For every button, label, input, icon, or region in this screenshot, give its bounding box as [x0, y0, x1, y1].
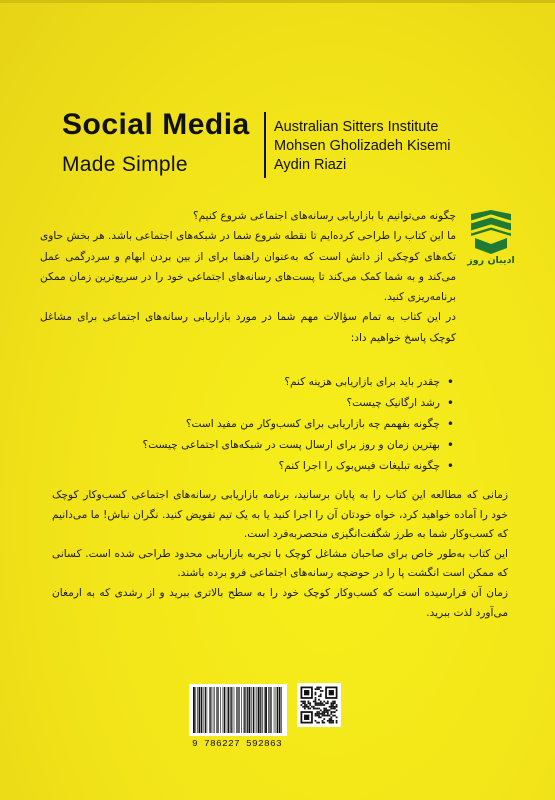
qr-module — [320, 701, 322, 703]
qr-module — [320, 713, 322, 715]
qr-module — [323, 709, 325, 711]
barcode-bar — [216, 687, 217, 733]
qr-module — [336, 722, 338, 724]
qr-module — [318, 708, 320, 710]
qr-module — [318, 699, 320, 701]
qr-module — [309, 702, 311, 704]
barcode-bar — [224, 687, 225, 733]
qr-module — [304, 702, 306, 704]
qr-module — [334, 701, 336, 703]
qr-module — [330, 708, 332, 710]
barcode-bar — [193, 687, 195, 733]
author-line: Australian Sitters Institute — [274, 119, 439, 135]
intro-paragraph: ما این کتاب را طراحی کرده‌ایم تا نقطه شروع شما در شبکه‌های اجتماعی باشد. هر بخش حاوی تکه‌های کوچکی از دانش است که به‌عنوان راهنما برای از بین بردن ابهام و سردرگمی عمل می‌کند و به شما کمک می‌کند تا پست‌های رسانه‌های اجتماعی خود را در سریع‌ترین زمان ممکن برنامه‌ریزی کنید. — [40, 230, 456, 304]
qr-module — [323, 711, 325, 713]
barcode-bar — [237, 687, 238, 733]
barcode-bar — [281, 687, 282, 733]
question-list — [84, 372, 454, 477]
author-line: Aydin Riazi — [274, 157, 347, 173]
qr-module — [330, 711, 332, 713]
qr-module — [330, 706, 332, 708]
qr-module — [325, 709, 327, 711]
qr-module — [316, 711, 318, 713]
qr-module — [316, 713, 318, 715]
qr-module — [323, 701, 325, 703]
qr-module — [330, 713, 332, 715]
qr-module — [332, 706, 334, 708]
qr-module — [332, 715, 334, 717]
qr-code — [297, 683, 341, 727]
qr-module — [323, 713, 325, 715]
qr-module — [329, 718, 331, 720]
qr-module — [304, 706, 306, 708]
qr-module — [320, 694, 322, 696]
qr-module — [315, 688, 317, 690]
qr-module — [320, 704, 322, 706]
qr-module — [330, 722, 332, 724]
qr-module — [336, 716, 338, 718]
qr-module — [315, 699, 317, 701]
qr-module — [330, 704, 332, 706]
qr-module — [301, 701, 303, 703]
qr-module — [332, 722, 334, 724]
qr-module — [336, 706, 338, 708]
question-item: • چگونه بفهمم چه بازاریابی برای کسب‌وکار من مفید است؟ — [84, 414, 454, 435]
qr-module — [336, 704, 338, 706]
barcode-bar — [195, 687, 196, 733]
qr-module — [323, 704, 325, 706]
book-subtitle: Made Simple — [62, 153, 188, 176]
qr-module — [323, 722, 325, 724]
barcode-bar — [253, 687, 254, 733]
qr-module — [329, 722, 331, 724]
barcode-bar — [256, 687, 257, 733]
qr-module — [325, 702, 327, 704]
qr-module — [332, 711, 334, 713]
qr-module — [322, 711, 324, 713]
qr-module — [332, 704, 334, 706]
barcode-bar — [228, 687, 230, 733]
qr-module — [325, 715, 327, 717]
qr-module — [320, 716, 322, 718]
qr-module — [304, 690, 309, 695]
qr-module — [334, 706, 336, 708]
qr-module — [322, 715, 324, 717]
qr-module — [330, 718, 332, 720]
qr-module — [334, 702, 336, 704]
barcode-bar — [268, 687, 269, 733]
qr-module — [329, 709, 331, 711]
barcode-bar — [220, 687, 221, 733]
barcode-bar — [203, 687, 204, 733]
barcode-bar — [244, 687, 245, 733]
qr-module — [313, 706, 315, 708]
author-line: Mohsen Gholizadeh Kisemi — [274, 138, 451, 154]
qr-module — [313, 701, 315, 703]
qr-module — [316, 708, 318, 710]
intro-text — [40, 206, 456, 348]
barcode-bar — [251, 687, 252, 733]
barcode-bar — [234, 687, 235, 733]
barcode-bar — [197, 687, 198, 733]
qr-module — [330, 702, 332, 704]
qr-module — [323, 708, 325, 710]
qr-module — [327, 709, 329, 711]
barcode-bar — [269, 687, 270, 733]
qr-module — [302, 702, 304, 704]
book-title: Social Media — [62, 108, 250, 141]
qr-module — [315, 708, 317, 710]
qr-module — [322, 690, 324, 692]
qr-module — [332, 708, 334, 710]
barcode-bar — [241, 687, 242, 733]
qr-module — [308, 706, 310, 708]
qr-module — [308, 701, 310, 703]
publisher-name: ادیبان روز — [467, 255, 515, 266]
barcode-bar — [264, 687, 265, 733]
barcode-bar — [271, 687, 272, 733]
isbn-barcode — [189, 684, 287, 736]
qr-module — [322, 704, 324, 706]
qr-module — [316, 687, 318, 689]
qr-module — [322, 713, 324, 715]
qr-module — [315, 701, 317, 703]
qr-module — [308, 702, 310, 704]
qr-module — [311, 706, 313, 708]
qr-module — [315, 694, 317, 696]
barcode-bar — [236, 687, 237, 733]
author-list — [274, 118, 451, 175]
qr-module — [315, 720, 317, 722]
body-paragraph: این کتاب به‌طور خاص برای صاحبان مشاغل کوچک با تجربه بازاریابی محدود طراحی شده است. کسانی که ممکن است انگشت پا را در حوضچه رسانه‌های اجتماعی فرو برده باشند. — [52, 547, 508, 580]
barcode-bar — [201, 687, 202, 733]
question-item: • رشد ارگانیک چیست؟ — [84, 393, 454, 414]
qr-module — [318, 715, 320, 717]
barcode-bar — [207, 687, 208, 733]
isbn-number: 9 786227 592863 — [191, 738, 282, 749]
barcode-bar — [274, 687, 275, 733]
qr-module — [320, 687, 322, 689]
barcode-bar — [199, 687, 201, 733]
qr-module — [318, 722, 320, 724]
barcode-bar — [214, 687, 215, 733]
qr-module — [304, 701, 306, 703]
qr-module — [318, 716, 320, 718]
qr-module — [332, 702, 334, 704]
title-block — [62, 108, 250, 180]
barcode-bar — [210, 687, 211, 733]
barcode-bar — [231, 687, 232, 733]
qr-module — [316, 702, 318, 704]
qr-module — [316, 722, 318, 724]
qr-module — [320, 690, 322, 692]
question-item: • چقدر باید برای بازاریابی هزینه کنم؟ — [84, 372, 454, 393]
barcode-bar — [205, 687, 206, 733]
intro-paragraph: در این کتاب به تمام سؤالات مهم شما در مورد بازاریابی رسانه‌های اجتماعی برای مشاغل کوچک پاسخ خواهیم داد: — [40, 311, 456, 344]
qr-module — [315, 704, 317, 706]
body-paragraph: زمانی که مطالعه این کتاب را به پایان برسانید، برنامه بازاریابی رسانه‌های اجتماعی کسب‌وکار کوچک خود را آماده خواهید کرد، خواه خودتان آن را اجرا کنید یا به یک تیم تفویض کنید. نگران نباش! ما می‌دانیم که کسب‌وکار شما به طرز شگفت‌انگیزی منحصربه‌فرد است. — [52, 489, 508, 541]
question-item: • بهترین زمان و روز برای ارسال پست در شبکه‌های اجتماعی چیست؟ — [84, 435, 454, 456]
qr-module — [327, 701, 329, 703]
qr-module — [306, 704, 308, 706]
qr-module — [332, 701, 334, 703]
qr-module — [322, 722, 324, 724]
barcode-bar — [247, 687, 248, 733]
qr-module — [315, 697, 317, 699]
barcode-bar — [239, 687, 240, 733]
qr-module — [318, 695, 320, 697]
barcode-bar — [258, 687, 260, 733]
qr-module — [336, 720, 338, 722]
qr-module — [325, 711, 327, 713]
qr-module — [304, 704, 306, 706]
qr-module — [330, 716, 332, 718]
intro-paragraph: چگونه می‌توانیم با بازاریابی رسانه‌های اجتماعی شروع کنیم؟ — [192, 210, 456, 222]
body-paragraph: زمان آن فرارسیده است که کسب‌وکار کوچک خود را به سطح بالاتری ببرید و از رشدی که به ارمغان می‌آورد لذت ببرید. — [52, 586, 508, 619]
qr-module — [308, 708, 310, 710]
barcode-bar — [276, 687, 277, 733]
qr-module — [323, 715, 325, 717]
qr-module — [329, 690, 334, 695]
qr-module — [315, 713, 317, 715]
qr-module — [322, 720, 324, 722]
qr-module — [334, 711, 336, 713]
qr-module — [316, 704, 318, 706]
qr-module — [327, 720, 329, 722]
qr-module — [318, 711, 320, 713]
barcode-bar — [277, 687, 278, 733]
qr-module — [332, 720, 334, 722]
qr-module — [309, 708, 311, 710]
qr-module — [313, 708, 315, 710]
top-edge — [0, 0, 555, 3]
qr-module — [318, 688, 320, 690]
qr-module — [325, 708, 327, 710]
qr-module — [320, 709, 322, 711]
qr-module — [336, 709, 338, 711]
barcode-bar — [279, 687, 281, 733]
qr-module — [334, 708, 336, 710]
qr-module — [306, 706, 308, 708]
qr-module — [334, 715, 336, 717]
qr-module — [316, 715, 318, 717]
qr-module — [320, 695, 322, 697]
qr-module — [323, 718, 325, 720]
qr-module — [329, 706, 331, 708]
qr-module — [318, 704, 320, 706]
title-divider — [264, 112, 266, 178]
qr-module — [316, 688, 318, 690]
qr-module — [304, 708, 306, 710]
qr-module — [327, 713, 329, 715]
barcode-bar — [262, 687, 263, 733]
barcode-bar — [213, 687, 214, 733]
qr-module — [302, 701, 304, 703]
qr-module — [304, 715, 309, 720]
qr-module — [315, 715, 317, 717]
qr-module — [315, 702, 317, 704]
barcode-bar — [209, 687, 210, 733]
barcode-bar — [265, 687, 267, 733]
qr-module — [315, 692, 317, 694]
barcode-bar — [226, 687, 227, 733]
barcode-bar — [223, 687, 224, 733]
barcode-bar — [230, 687, 231, 733]
qr-module — [301, 704, 303, 706]
barcode-bar — [260, 687, 261, 733]
barcode-bar — [218, 687, 219, 733]
qr-module — [309, 704, 311, 706]
qr-module — [322, 702, 324, 704]
qr-module — [330, 720, 332, 722]
qr-module — [327, 702, 329, 704]
qr-module — [327, 711, 329, 713]
qr-module — [327, 715, 329, 717]
barcode-bar — [248, 687, 250, 733]
barcode-bar — [245, 687, 246, 733]
qr-module — [318, 702, 320, 704]
qr-module — [320, 702, 322, 704]
qr-module — [329, 720, 331, 722]
qr-module — [318, 713, 320, 715]
qr-module — [302, 706, 304, 708]
question-item: • چگونه تبلیغات فیس‌بوک را اجرا کنم؟ — [84, 456, 454, 477]
qr-module — [329, 715, 331, 717]
body-text — [52, 486, 508, 623]
barcode-bar — [255, 687, 256, 733]
qr-module — [318, 687, 320, 689]
